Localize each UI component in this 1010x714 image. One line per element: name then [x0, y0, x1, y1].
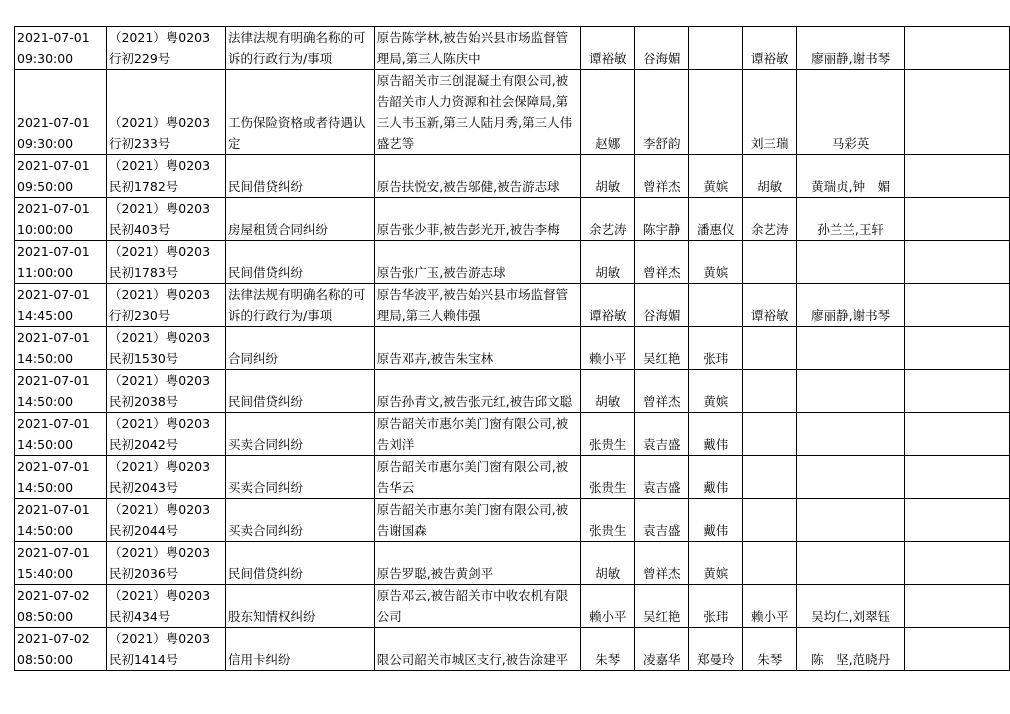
panel-members-cell: [797, 27, 905, 70]
judge-cell-text: 张贵生: [589, 523, 627, 538]
clerk-cell-text: 谷海媚: [643, 308, 681, 323]
panel-members-cell-text: 黄瑞贞,钟 媚: [811, 179, 891, 194]
case-number-cell: [106, 413, 225, 456]
case-cause-cell-text: 工伤保险资格或者待遇认定: [227, 115, 366, 151]
hearing-datetime-cell-text: 09:30:00: [17, 136, 74, 151]
case-number-cell-text: 民初1783号: [108, 265, 179, 280]
clerk-cell-text: 袁吉盛: [643, 480, 681, 495]
panel-members-cell-text: 廖丽静,谢书琴: [811, 51, 891, 66]
presiding-judge-cell: [743, 327, 797, 370]
case-number-cell-text: （2021）粤0203: [108, 416, 211, 431]
hearing-datetime-cell-text: 2021-07-01: [17, 30, 90, 45]
hearing-datetime-cell-text: 2021-07-01: [17, 115, 90, 130]
case-number-cell: [106, 499, 225, 542]
case-cause-cell-text: 民间借贷纠纷: [227, 265, 303, 280]
remarks-cell: [905, 327, 1010, 370]
judge-cell-text: 张贵生: [589, 437, 627, 452]
hearing-datetime-cell: [15, 155, 107, 198]
case-number-cell: [106, 628, 225, 671]
judge-cell-text: 胡敏: [595, 394, 621, 409]
case-number-cell: [106, 70, 225, 155]
hearing-datetime-cell-text: 2021-07-01: [17, 330, 90, 345]
table-row: [15, 27, 1010, 70]
table-row: [15, 327, 1010, 370]
parties-cell: [374, 499, 581, 542]
parties-cell-text: 原告华波平,被告始兴县市场监督管理局,第三人赖伟强: [376, 287, 569, 323]
case-number-cell-text: 民初2036号: [108, 566, 179, 581]
hearing-datetime-cell-text: 2021-07-01: [17, 416, 90, 431]
panel-members-cell: [797, 542, 905, 585]
case-number-cell: [106, 241, 225, 284]
panel-members-cell-text: 吴均仁,刘翠钰: [811, 609, 891, 624]
juror-cell: [689, 542, 743, 585]
presiding-judge-cell: [743, 499, 797, 542]
case-cause-cell-text: 法律法规有明确名称的可诉的行政行为/事项: [227, 287, 366, 323]
panel-members-cell: [797, 327, 905, 370]
case-cause-cell: [225, 628, 374, 671]
presiding-judge-cell: [743, 628, 797, 671]
remarks-cell: [905, 585, 1010, 628]
table-row: [15, 542, 1010, 585]
remarks-cell: [905, 413, 1010, 456]
juror-cell: [689, 327, 743, 370]
presiding-judge-cell: [743, 155, 797, 198]
hearing-datetime-cell-text: 2021-07-01: [17, 287, 90, 302]
case-number-cell-text: 民初2038号: [108, 394, 179, 409]
presiding-judge-cell: [743, 70, 797, 155]
hearing-datetime-cell-text: 2021-07-01: [17, 373, 90, 388]
panel-members-cell: [797, 241, 905, 284]
presiding-judge-cell: [743, 542, 797, 585]
hearing-datetime-cell: [15, 628, 107, 671]
case-number-cell-text: 民初1530号: [108, 351, 179, 366]
case-number-cell-text: （2021）粤0203: [108, 330, 211, 345]
judge-cell-text: 谭裕敏: [589, 51, 627, 66]
judge-cell-text: 朱琴: [595, 652, 621, 667]
hearing-datetime-cell: [15, 585, 107, 628]
judge-cell: [581, 413, 635, 456]
judge-cell: [581, 155, 635, 198]
case-cause-cell: [225, 27, 374, 70]
parties-cell-text: 原告罗聪,被告黄剑平: [376, 566, 494, 581]
hearing-datetime-cell-text: 11:00:00: [17, 265, 74, 280]
case-cause-cell-text: 股东知情权纠纷: [227, 609, 316, 624]
juror-cell-text: 戴伟: [703, 437, 729, 452]
clerk-cell-text: 袁吉盛: [643, 523, 681, 538]
hearing-datetime-cell-text: 2021-07-01: [17, 502, 90, 517]
judge-cell-text: 赵娜: [595, 136, 621, 151]
remarks-cell: [905, 241, 1010, 284]
clerk-cell-text: 曾祥杰: [643, 179, 681, 194]
hearing-datetime-cell-text: 08:50:00: [17, 609, 74, 624]
clerk-cell-text: 吴红艳: [643, 351, 681, 366]
table-row: [15, 241, 1010, 284]
hearing-datetime-cell-text: 09:30:00: [17, 51, 74, 66]
case-cause-cell: [225, 327, 374, 370]
clerk-cell: [635, 499, 689, 542]
hearing-datetime-cell: [15, 241, 107, 284]
clerk-cell-text: 谷海媚: [643, 51, 681, 66]
judge-cell-text: 余艺涛: [589, 222, 627, 237]
presiding-judge-cell: [743, 370, 797, 413]
parties-cell: [374, 628, 581, 671]
juror-cell: [689, 70, 743, 155]
case-number-cell-text: （2021）粤0203: [108, 30, 211, 45]
hearing-datetime-cell: [15, 198, 107, 241]
case-cause-cell: [225, 241, 374, 284]
parties-cell-text: 原告韶关市惠尔美门窗有限公司,被告华云: [376, 459, 569, 495]
judge-cell-text: 胡敏: [595, 265, 621, 280]
hearing-schedule-table: [14, 26, 1010, 671]
clerk-cell-text: 曾祥杰: [643, 394, 681, 409]
juror-cell: [689, 585, 743, 628]
case-number-cell-text: 民初434号: [108, 609, 171, 624]
case-number-cell-text: 行初230号: [108, 308, 171, 323]
clerk-cell-text: 陈宇静: [643, 222, 681, 237]
judge-cell: [581, 241, 635, 284]
presiding-judge-cell: [743, 456, 797, 499]
panel-members-cell: [797, 499, 905, 542]
judge-cell: [581, 70, 635, 155]
hearing-datetime-cell-text: 2021-07-01: [17, 244, 90, 259]
remarks-cell: [905, 198, 1010, 241]
table-row: [15, 155, 1010, 198]
case-number-cell-text: 民初1414号: [108, 652, 179, 667]
case-number-cell-text: （2021）粤0203: [108, 158, 211, 173]
hearing-datetime-cell-text: 2021-07-01: [17, 545, 90, 560]
parties-cell-text: 原告张少菲,被告彭光开,被告李梅: [376, 222, 560, 237]
case-number-cell: [106, 284, 225, 327]
case-number-cell-text: 民初2044号: [108, 523, 179, 538]
case-cause-cell-text: 民间借贷纠纷: [227, 179, 303, 194]
case-number-cell-text: 民初1782号: [108, 179, 179, 194]
juror-cell: [689, 198, 743, 241]
panel-members-cell: [797, 70, 905, 155]
presiding-judge-cell: [743, 413, 797, 456]
parties-cell: [374, 27, 581, 70]
case-cause-cell-text: 买卖合同纠纷: [227, 480, 303, 495]
case-cause-cell-text: 民间借贷纠纷: [227, 566, 303, 581]
table-body: [15, 27, 1010, 671]
case-cause-cell: [225, 198, 374, 241]
parties-cell: [374, 370, 581, 413]
clerk-cell-text: 袁吉盛: [643, 437, 681, 452]
clerk-cell: [635, 542, 689, 585]
presiding-judge-cell: [743, 27, 797, 70]
case-number-cell-text: （2021）粤0203: [108, 373, 211, 388]
judge-cell: [581, 499, 635, 542]
remarks-cell: [905, 284, 1010, 327]
case-cause-cell: [225, 542, 374, 585]
clerk-cell: [635, 198, 689, 241]
case-number-cell-text: （2021）粤0203: [108, 287, 211, 302]
hearing-datetime-cell-text: 2021-07-01: [17, 158, 90, 173]
table-row: [15, 499, 1010, 542]
hearing-datetime-cell-text: 2021-07-01: [17, 459, 90, 474]
case-number-cell-text: （2021）粤0203: [108, 631, 211, 646]
judge-cell-text: 赖小平: [589, 351, 627, 366]
case-cause-cell: [225, 456, 374, 499]
juror-cell-text: 黄嫔: [703, 265, 729, 280]
case-number-cell-text: （2021）粤0203: [108, 502, 211, 517]
presiding-judge-cell-text: 余艺涛: [750, 222, 789, 237]
clerk-cell: [635, 155, 689, 198]
presiding-judge-cell: [743, 284, 797, 327]
presiding-judge-cell-text: 谭裕敏: [750, 308, 789, 323]
case-number-cell: [106, 542, 225, 585]
hearing-datetime-cell-text: 2021-07-02: [17, 631, 90, 646]
judge-cell: [581, 27, 635, 70]
clerk-cell: [635, 370, 689, 413]
table-row: [15, 198, 1010, 241]
juror-cell: [689, 241, 743, 284]
case-number-cell-text: （2021）粤0203: [108, 115, 211, 130]
remarks-cell: [905, 155, 1010, 198]
remarks-cell: [905, 628, 1010, 671]
remarks-cell: [905, 370, 1010, 413]
case-number-cell: [106, 198, 225, 241]
case-number-cell-text: （2021）粤0203: [108, 244, 211, 259]
remarks-cell: [905, 499, 1010, 542]
juror-cell-text: 戴伟: [703, 523, 729, 538]
parties-cell-text: 原告韶关市三创混凝土有限公司,被告韶关市人力资源和社会保障局,第三人韦玉新,第三人陆月秀,第三人伟盛艺等: [376, 73, 573, 151]
case-number-cell-text: 行初229号: [108, 51, 171, 66]
panel-members-cell: [797, 585, 905, 628]
panel-members-cell: [797, 370, 905, 413]
presiding-judge-cell: [743, 585, 797, 628]
case-number-cell: [106, 585, 225, 628]
table-row: [15, 413, 1010, 456]
clerk-cell-text: 凌嘉华: [643, 652, 681, 667]
judge-cell-text: 谭裕敏: [589, 308, 627, 323]
hearing-datetime-cell-text: 2021-07-02: [17, 588, 90, 603]
hearing-datetime-cell: [15, 413, 107, 456]
table-row: [15, 284, 1010, 327]
case-number-cell: [106, 456, 225, 499]
judge-cell-text: 胡敏: [595, 179, 621, 194]
case-number-cell-text: （2021）粤0203: [108, 545, 211, 560]
judge-cell: [581, 327, 635, 370]
judge-cell: [581, 456, 635, 499]
clerk-cell: [635, 456, 689, 499]
panel-members-cell-text: 马彩英: [831, 136, 870, 151]
hearing-datetime-cell-text: 14:50:00: [17, 394, 74, 409]
case-number-cell: [106, 155, 225, 198]
clerk-cell: [635, 70, 689, 155]
juror-cell-text: 张玮: [703, 351, 729, 366]
parties-cell-text: 原告陈学林,被告始兴县市场监督管理局,第三人陈庆中: [376, 30, 569, 66]
parties-cell-text: 原告韶关市惠尔美门窗有限公司,被告刘洋: [376, 416, 569, 452]
juror-cell-text: 黄嫔: [703, 394, 729, 409]
hearing-datetime-cell-text: 2021-07-01: [17, 201, 90, 216]
clerk-cell-text: 李舒韵: [643, 136, 681, 151]
case-cause-cell: [225, 155, 374, 198]
parties-cell: [374, 456, 581, 499]
case-cause-cell: [225, 370, 374, 413]
parties-cell: [374, 585, 581, 628]
panel-members-cell-text: 廖丽静,谢书琴: [811, 308, 891, 323]
presiding-judge-cell-text: 刘三瑞: [750, 136, 789, 151]
panel-members-cell: [797, 413, 905, 456]
juror-cell-text: 黄嫔: [703, 179, 729, 194]
remarks-cell: [905, 27, 1010, 70]
presiding-judge-cell: [743, 241, 797, 284]
judge-cell: [581, 370, 635, 413]
panel-members-cell: [797, 284, 905, 327]
judge-cell: [581, 542, 635, 585]
judge-cell-text: 张贵生: [589, 480, 627, 495]
remarks-cell: [905, 542, 1010, 585]
case-cause-cell-text: 买卖合同纠纷: [227, 437, 303, 452]
clerk-cell: [635, 628, 689, 671]
case-number-cell-text: （2021）粤0203: [108, 588, 211, 603]
juror-cell: [689, 370, 743, 413]
juror-cell: [689, 155, 743, 198]
hearing-datetime-cell: [15, 456, 107, 499]
presiding-judge-cell-text: 赖小平: [750, 609, 789, 624]
parties-cell-text: 原告孙青文,被告张元红,被告邱文聪: [376, 394, 573, 409]
presiding-judge-cell-text: 朱琴: [757, 652, 783, 667]
juror-cell: [689, 284, 743, 327]
case-number-cell-text: 民初2043号: [108, 480, 179, 495]
panel-members-cell-text: 陈 坚,范晓丹: [811, 652, 891, 667]
parties-cell: [374, 413, 581, 456]
case-number-cell-text: 行初233号: [108, 136, 171, 151]
hearing-datetime-cell-text: 14:45:00: [17, 308, 74, 323]
clerk-cell: [635, 284, 689, 327]
presiding-judge-cell-text: 谭裕敏: [750, 51, 789, 66]
hearing-datetime-cell-text: 14:50:00: [17, 351, 74, 366]
parties-cell: [374, 284, 581, 327]
case-number-cell: [106, 327, 225, 370]
parties-cell: [374, 542, 581, 585]
clerk-cell: [635, 413, 689, 456]
juror-cell: [689, 628, 743, 671]
panel-members-cell: [797, 456, 905, 499]
parties-cell-text: 原告邓卉,被告朱宝林: [376, 351, 494, 366]
hearing-datetime-cell-text: 14:50:00: [17, 480, 74, 495]
parties-cell: [374, 155, 581, 198]
case-number-cell: [106, 27, 225, 70]
parties-cell-text: 限公司韶关市城区支行,被告涂建平: [376, 652, 569, 667]
parties-cell: [374, 241, 581, 284]
panel-members-cell: [797, 628, 905, 671]
parties-cell: [374, 198, 581, 241]
hearing-datetime-cell-text: 09:50:00: [17, 179, 74, 194]
remarks-cell: [905, 70, 1010, 155]
case-cause-cell-text: 信用卡纠纷: [227, 652, 291, 667]
judge-cell-text: 胡敏: [595, 566, 621, 581]
table-row: [15, 628, 1010, 671]
remarks-cell: [905, 456, 1010, 499]
clerk-cell: [635, 241, 689, 284]
hearing-datetime-cell: [15, 542, 107, 585]
parties-cell-text: 原告张广玉,被告游志球: [376, 265, 506, 280]
parties-cell: [374, 327, 581, 370]
case-cause-cell-text: 法律法规有明确名称的可诉的行政行为/事项: [227, 30, 366, 66]
panel-members-cell: [797, 198, 905, 241]
case-number-cell: [106, 370, 225, 413]
case-number-cell-text: 民初2042号: [108, 437, 179, 452]
case-number-cell-text: 民初403号: [108, 222, 171, 237]
juror-cell-text: 潘惠仪: [696, 222, 735, 237]
judge-cell: [581, 198, 635, 241]
case-number-cell-text: （2021）粤0203: [108, 201, 211, 216]
hearing-datetime-cell-text: 15:40:00: [17, 566, 74, 581]
hearing-datetime-cell-text: 10:00:00: [17, 222, 74, 237]
hearing-datetime-cell: [15, 327, 107, 370]
judge-cell: [581, 585, 635, 628]
clerk-cell-text: 曾祥杰: [643, 265, 681, 280]
presiding-judge-cell: [743, 198, 797, 241]
parties-cell-text: 原告韶关市惠尔美门窗有限公司,被告谢国森: [376, 502, 569, 538]
table-row: [15, 370, 1010, 413]
parties-cell: [374, 70, 581, 155]
panel-members-cell: [797, 155, 905, 198]
hearing-datetime-cell: [15, 499, 107, 542]
case-cause-cell-text: 民间借贷纠纷: [227, 394, 303, 409]
clerk-cell: [635, 327, 689, 370]
table-row: [15, 585, 1010, 628]
clerk-cell-text: 吴红艳: [643, 609, 681, 624]
hearing-datetime-cell: [15, 27, 107, 70]
juror-cell-text: 郑曼玲: [696, 652, 735, 667]
judge-cell: [581, 628, 635, 671]
panel-members-cell-text: 孙兰兰,王轩: [817, 222, 884, 237]
juror-cell: [689, 413, 743, 456]
case-number-cell-text: （2021）粤0203: [108, 459, 211, 474]
case-cause-cell: [225, 585, 374, 628]
case-cause-cell: [225, 413, 374, 456]
case-cause-cell-text: 买卖合同纠纷: [227, 523, 303, 538]
juror-cell: [689, 456, 743, 499]
case-cause-cell: [225, 284, 374, 327]
judge-cell: [581, 284, 635, 327]
clerk-cell: [635, 585, 689, 628]
judge-cell-text: 赖小平: [589, 609, 627, 624]
case-cause-cell: [225, 499, 374, 542]
hearing-datetime-cell: [15, 70, 107, 155]
parties-cell-text: 原告扶悦安,被告邬健,被告游志球: [376, 179, 560, 194]
juror-cell-text: 张玮: [703, 609, 729, 624]
case-cause-cell-text: 房屋租赁合同纠纷: [227, 222, 328, 237]
clerk-cell: [635, 27, 689, 70]
table-row: [15, 70, 1010, 155]
presiding-judge-cell-text: 胡敏: [757, 179, 783, 194]
hearing-datetime-cell-text: 14:50:00: [17, 437, 74, 452]
hearing-datetime-cell-text: 14:50:00: [17, 523, 74, 538]
clerk-cell-text: 曾祥杰: [643, 566, 681, 581]
juror-cell: [689, 499, 743, 542]
juror-cell-text: 戴伟: [703, 480, 729, 495]
parties-cell-text: 原告邓云,被告韶关市中收农机有限公司: [376, 588, 569, 624]
case-cause-cell: [225, 70, 374, 155]
juror-cell-text: 黄嫔: [703, 566, 729, 581]
hearing-datetime-cell-text: 08:50:00: [17, 652, 74, 667]
juror-cell: [689, 27, 743, 70]
case-cause-cell-text: 合同纠纷: [227, 351, 278, 366]
hearing-datetime-cell: [15, 370, 107, 413]
hearing-datetime-cell: [15, 284, 107, 327]
table-row: [15, 456, 1010, 499]
